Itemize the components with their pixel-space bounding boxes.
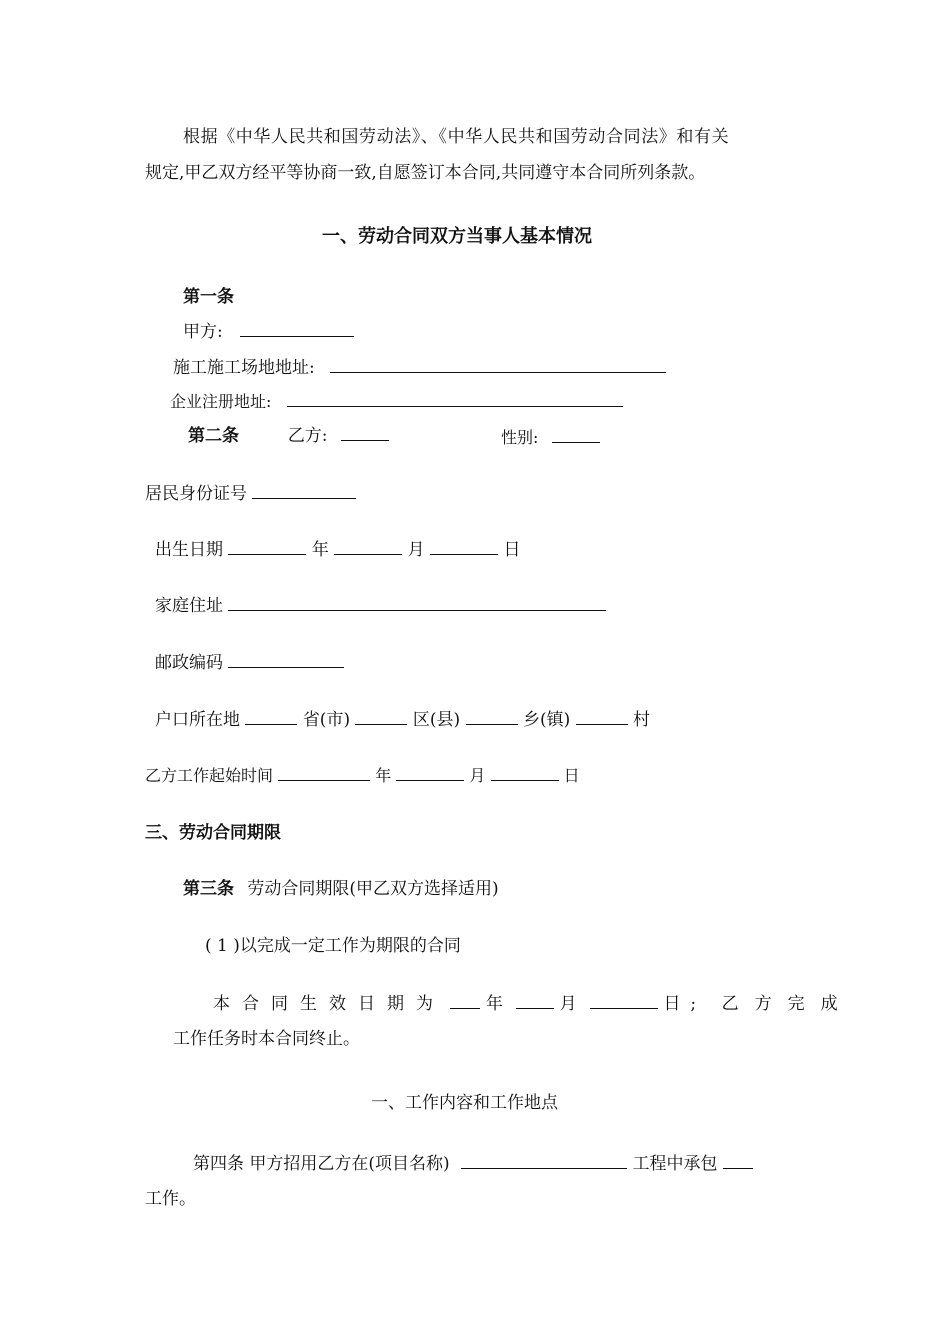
site-address-label: 施工施工场地地址: [173,358,315,378]
effective-month-blank[interactable] [516,992,554,1009]
hukou-district-unit: 区(县) [412,710,461,730]
hukou-label: 户口所在地 [155,710,240,730]
birth-label: 出生日期 [155,540,223,560]
id-blank[interactable] [252,482,356,499]
party-b-blank[interactable] [341,424,389,441]
postal-label: 邮政编码 [155,653,223,673]
id-row [145,482,356,505]
id-label: 居民身份证号 [145,484,247,504]
gender-label: 性别: [501,428,539,447]
start-year-blank[interactable] [278,764,370,781]
birth-month-blank[interactable] [334,538,402,555]
article-4-text-b: 工程中承包 [632,1154,718,1174]
birth-day-unit: 日 [503,540,521,560]
birth-row [155,538,520,561]
option-1: ( 1 )以完成一定工作为期限的合同 [205,936,461,956]
effective-day-blank[interactable] [590,992,658,1009]
birth-month-unit: 月 [407,540,425,560]
hukou-village-blank[interactable] [576,708,628,725]
effective-row [213,992,854,1015]
article-2-row [188,424,389,447]
start-year-unit: 年 [375,766,392,785]
party-a-label: 甲方: [183,322,223,342]
effective-label: 本合同生效日期为 [213,994,445,1014]
effective-day-unit: 日; [663,994,707,1014]
hukou-town-unit: 乡(镇) [522,710,571,730]
home-label: 家庭住址 [155,596,223,616]
start-day-unit: 日 [563,766,580,785]
intro-line-2: 规定,甲乙双方经平等协商一致,自愿签订本合同,共同遵守本合同所列条款。 [145,163,706,183]
contract-work-blank[interactable] [723,1152,753,1169]
section-title-work: 一、工作内容和工作地点 [371,1093,558,1113]
postal-row [155,651,344,674]
article-4-text-a: 第四条 甲方招用乙方在(项目名称) [193,1154,450,1174]
section-title-term: 三、劳动合同期限 [145,823,281,843]
reg-address-blank[interactable] [287,390,623,407]
completion-tail: 乙方完成 [721,994,854,1014]
birth-day-blank[interactable] [430,538,498,555]
start-month-unit: 月 [469,766,486,785]
hukou-province-blank[interactable] [245,708,297,725]
site-address-blank[interactable] [330,356,666,373]
effective-year-blank[interactable] [450,992,480,1009]
article-4-tail: 工作。 [145,1189,196,1209]
hukou-province-unit: 省(市) [302,710,351,730]
gender-blank[interactable] [552,426,600,443]
intro-line-1: 根据《中华人民共和国劳动法》、《中华人民共和国劳动合同法》和有关 [183,127,730,147]
project-name-blank[interactable] [461,1152,627,1169]
section-title-parties: 一、劳动合同双方当事人基本情况 [322,226,592,247]
party-a-blank[interactable] [240,320,354,337]
hukou-village-unit: 村 [633,710,651,730]
gender-row [501,426,600,449]
hukou-row [155,708,650,731]
home-row [155,594,606,617]
effective-year-unit: 年 [485,994,503,1014]
start-month-blank[interactable] [396,764,464,781]
party-a-row [183,320,354,343]
home-blank[interactable] [228,594,606,611]
effective-month-unit: 月 [559,994,577,1014]
hukou-town-blank[interactable] [466,708,518,725]
article-1-heading: 第一条 [183,287,234,307]
party-b-label: 乙方: [287,426,328,446]
start-day-blank[interactable] [491,764,559,781]
article-3-heading: 第三条 [183,879,234,899]
article-2-heading: 第二条 [188,426,239,446]
article-4-row [193,1152,753,1175]
birth-year-blank[interactable] [228,538,306,555]
article-3-row [183,878,499,900]
reg-address-label: 企业注册地址: [170,392,272,411]
hukou-district-blank[interactable] [355,708,407,725]
start-row [145,764,580,787]
site-address-row [173,356,666,379]
postal-blank[interactable] [228,651,344,668]
start-label: 乙方工作起始时间 [145,766,274,785]
termination-line: 工作任务时本合同终止。 [173,1029,360,1049]
reg-address-row [170,390,623,413]
birth-year-unit: 年 [311,540,329,560]
article-3-text: 劳动合同期限(甲乙双方选择适用) [247,879,499,899]
